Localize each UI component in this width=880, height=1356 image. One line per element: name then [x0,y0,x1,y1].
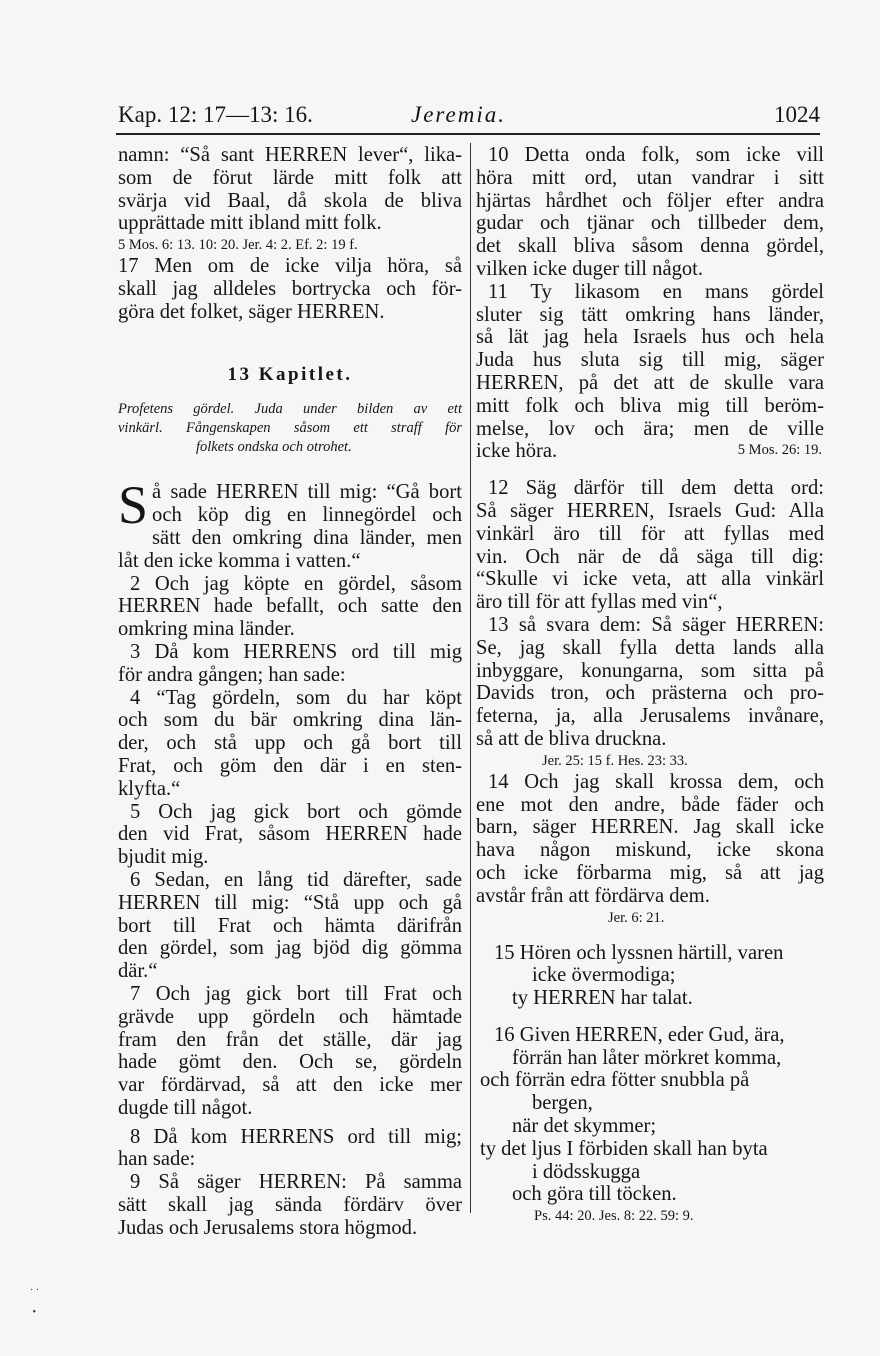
book-title-header: Jeremia. [411,102,506,127]
verse-3 [118,641,462,687]
text-line: Davids tron, och prästerna och pro- [476,682,824,705]
verse-continuation [118,144,462,235]
verse-13 [476,614,824,751]
column-divider [470,143,471,1213]
verse-12 [476,477,824,614]
text-line: göra det folket, säger HERREN. [118,300,385,323]
text-line: Se, jag skall fylla detta lands alla [476,636,824,659]
text-line: der, och stå upp och gå bort till [118,732,462,755]
text-line: hade gömt den. Och se, gördeln [118,1051,462,1074]
text-line: HERREN, på det att de skulle vara [476,371,824,394]
text-line: höra mitt ord, utan vandrar i sitt [476,166,824,189]
text-line: och som du bär omkring dina län- [118,709,462,732]
text-line: och köp dig en linnegördel och [152,504,462,527]
text-line: 11 Ty likasom en mans gördel [488,280,824,303]
text-line: barn, säger HERREN. Jag skall icke [476,816,824,839]
cross-reference: Jer. 6: 21. [608,909,665,926]
text-line: Frat, och göm den där i en sten- [118,754,462,777]
poetry-line: och förrän edra fötter snubbla på [480,1069,750,1092]
text-fragment: icke höra. [476,440,558,463]
text-line: så att de bliva druckna. [476,727,667,750]
text-line: feterna, ja, alla Jerusalems invånare, [476,705,824,728]
text-line: namn: “Så sant HERREN lever“, lika- [118,144,462,166]
text-line: bort till Frat och hämta därifrån [118,914,462,937]
right-column [476,144,824,1226]
spacer [476,463,824,477]
verse-16-poetry [476,1024,824,1206]
text-line: var fördärvad, så att den icke mer [118,1074,462,1097]
text-line: vilken icke duger till något. [476,257,704,280]
poetry-line: förrän han låter mörkret komma, [512,1046,782,1069]
text-line: 10 Detta onda folk, som icke vill [488,144,824,166]
text-line: 2 Och jag köpte en gördel, såsom [130,572,462,595]
cross-reference: Jer. 25: 15 f. Hes. 23: 33. [542,752,688,769]
text-line: 17 Men om de icke vilja höra, så [118,255,462,278]
text-line: ene mot den andre, både fäder och [476,793,824,816]
cross-reference: Ps. 44: 20. Jes. 8: 22. 59: 9. [534,1208,694,1225]
cross-reference: 5 Mos. 26: 19. [737,442,822,459]
summary-line: Profetens gördel. Juda under bilden av ett [118,401,462,418]
text-line: upprättade mitt ibland mitt folk. [118,212,382,235]
verse-17 [118,255,462,323]
poetry-line: icke övermodiga; [532,964,676,987]
drop-cap: S [118,475,149,536]
text-line: dugde till något. [118,1096,253,1119]
text-line: 7 Och jag gick bort till Frat och [130,982,462,1005]
verse-8 [118,1126,462,1172]
text-line: 3 Då kom HERRENS ord till mig [130,640,462,663]
text-line: där.“ [118,960,158,983]
text-line: 13 så svara dem: Så säger HERREN: [488,613,824,636]
poetry-line: bergen, [532,1092,593,1115]
verse-11 [476,281,824,463]
text-line: 4 “Tag gördeln, som du har köpt [130,686,462,709]
text-line: och icke förbarma mig, så att jag [476,861,824,884]
text-line: sluter sig tätt omkring hans länder, [476,303,824,326]
summary-line: vinkärl. Fångenskapen såsom ett straff för [118,420,462,437]
text-line: bjudit mig. [118,846,209,869]
text-line: 6 Sedan, en lång tid därefter, sade [130,868,462,891]
text-line: omkring mina länder. [118,618,295,641]
chapter-range-header: Kap. 12: 17—13: 16. [118,102,313,127]
chapter-summary [118,400,462,457]
verse-2 [118,573,462,641]
text-line: Så säger HERREN, Israels Gud: Alla [476,499,824,522]
text-line: avstår från att fördärva dem. [476,884,710,907]
cross-reference: 5 Mos. 6: 13. 10: 20. Jer. 4: 2. Ef. 2: 19 f. [118,237,358,254]
text-line: som de förut lärde mitt folk att [118,166,462,189]
text-line: melse, lov och ära; men de ville [476,417,824,440]
text-line: hjärtas hårdhet och följer efter andra [476,189,824,212]
spacer [118,457,462,481]
spacer [476,928,824,942]
text-line: Juda hus sluta sig till mig, säger [476,349,824,372]
text-line: grävde upp gördeln och hämtade [118,1005,462,1028]
text-line: 5 Och jag gick bort och gömde [130,800,462,823]
poetry-line: när det skymmer; [512,1115,657,1138]
spacer [476,1010,824,1024]
text-line: “Skulle vi icke veta, att alla vinkärl [476,568,824,591]
verse-7 [118,983,462,1120]
chapter-heading: 13 Kapitlet. [227,363,353,385]
text-line: vinkärl äro till för att fyllas med [476,522,824,545]
text-line: sätt den omkring dina länder, men [152,526,462,549]
poetry-line: och göra till töcken. [512,1183,677,1206]
text-line: vin. Och när de då säga till dig: [476,545,824,568]
text-line: för andra gången; han sade: [118,663,346,686]
poetry-line: i dödsskugga [532,1160,641,1183]
verse-1 [118,475,462,572]
verse-5 [118,801,462,869]
poetry-line: 16 Given HERREN, eder Gud, ära, [494,1023,785,1046]
text-line: å sade HERREN till mig: “Gå bort [152,481,462,504]
text-line: 14 Och jag skall krossa dem, och [488,770,824,793]
text-line: 12 Säg därför till dem detta ord: [488,477,824,500]
verse-6 [118,869,462,983]
verse-10 [476,144,824,281]
text-line: klyfta.“ [118,777,181,800]
poetry-line: 15 Hören och lyssnen härtill, varen [494,941,784,964]
text-line [476,440,824,463]
page-number: 1024 [774,102,820,127]
verse-14 [476,771,824,908]
scan-specks: · · • [30,1285,40,1318]
poetry-line: ty det ljus I förbiden skall han byta [480,1137,768,1160]
text-line: fram den från det ställe, där jag [118,1028,462,1051]
text-line: inbyggare, konungarna, som sitta på [476,659,824,682]
text-line: gudar och tjänar och tillbeder dem, [476,212,824,235]
text-line: han sade: [118,1148,196,1171]
text-line: HERREN till mig: “Stå upp och gå [118,891,462,914]
text-line: 8 Då kom HERRENS ord till mig; [130,1125,462,1148]
text-line: svärja vid Baal, då skola de bliva [118,189,462,212]
text-line: så lät jag hela Israels hus och hela [476,326,824,349]
text-line: mitt folk och bliva mig till beröm- [476,394,824,417]
header-rule [116,133,820,135]
text-line: 9 Så säger HERREN: På samma [130,1171,462,1194]
text-line: HERREN hade befallt, och satte den [118,595,462,618]
text-line: äro till för att fyllas med vin“, [476,591,723,614]
text-line: hava någon miskund, icke skona [476,839,824,862]
text-line: låt den icke komma i vatten.“ [118,549,361,572]
text-line: sätt skall jag sända fördärv över [118,1194,462,1217]
text-line: Judas och Jerusalems stora högmod. [118,1216,418,1239]
verse-9 [118,1171,462,1239]
poetry-line: ty HERREN har talat. [512,987,693,1010]
verse-4 [118,687,462,801]
text-line: den gördel, som jag bjöd dig gömma [118,937,462,960]
text-line: skall jag alldeles bortrycka och för- [118,277,462,300]
text-line: den vid Frat, såsom HERREN hade [118,823,462,846]
summary-line: folkets ondska och otrohet. [196,439,352,456]
verse-15-poetry [476,942,824,1010]
left-column [118,144,462,1240]
text-line: det skall bliva såsom denna gördel, [476,235,824,258]
